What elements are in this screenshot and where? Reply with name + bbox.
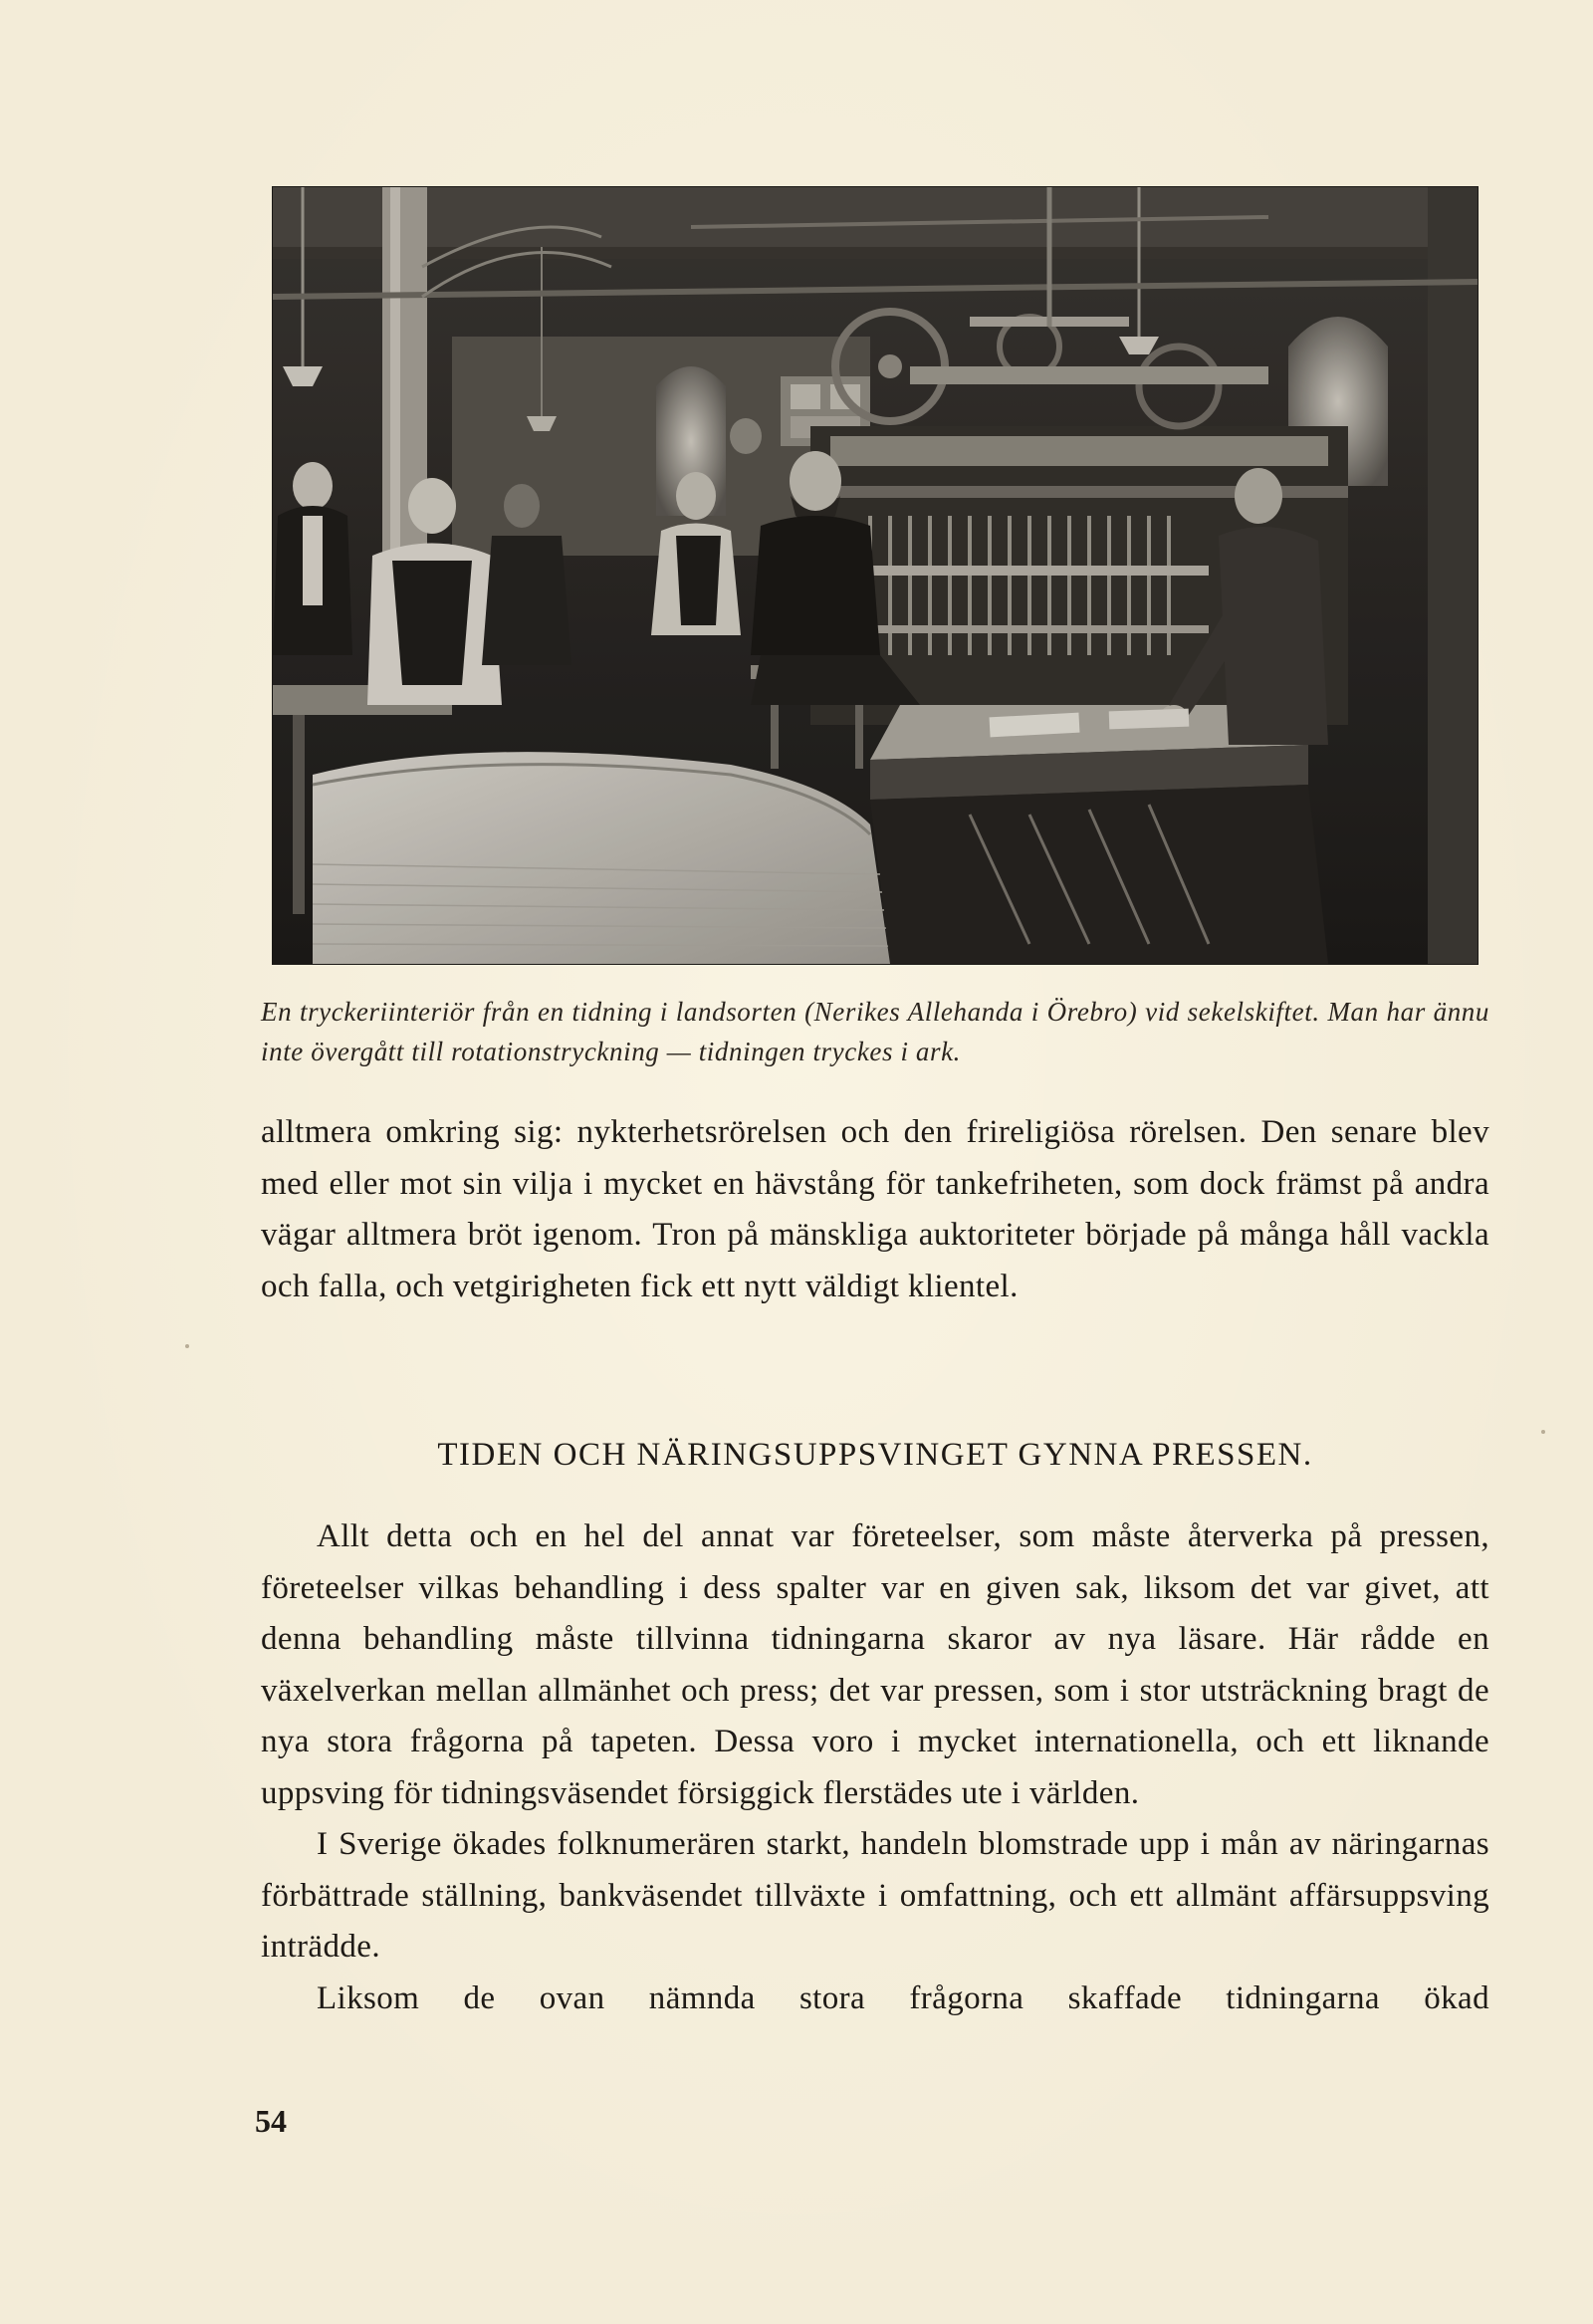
paper-speck (1541, 1430, 1545, 1434)
paragraph: Liksom de ovan nämnda stora frågorna skaffade tidningarna ökad (317, 1979, 1489, 2016)
paragraph: I Sverige ökades folknumerären starkt, handeln blomstrade upp i mån av näringarnas förbättrade ställning, bankväsendet tillväxte i omfattning, och ett allmänt affärsuppsving inträdde. (261, 1826, 1489, 1965)
paragraph: Allt detta och en hel del annat var företeelser, som måste återverka på pressen, företeelser vilkas behandling i dess spalter var en given sak, liksom det var givet, att denna behandling måste tillvinna tidningarna skaror av nya läsare. Här rådde en växelverkan mellan allmänhet och press; det var pressen, som i stor utsträckning bragt de nya stora frågorna på tapeten. Dessa voro i mycket internationella, och ett liknande uppsving för tidningsväsendet försiggick flerstädes ute i världen. (261, 1518, 1489, 1811)
photo-caption: En tryckeriinteriör från en tidning i landsorten (Nerikes Allehanda i Örebro) vid sekelskiftet. Man har ännu inte övergått till rotationstryckning — tidningen tryckes i ark. (261, 997, 1489, 1066)
paragraph-intro-text: alltmera omkring sig: nykterhetsrörelsen och den frireligiösa rörelsen. Den senare blev med eller mot sin vilja i mycket en hävstång för tankefriheten, som dock främst på andra vägar alltmera bröt igenom. Tron på mänskliga auktoriteter började på många håll vackla och falla, och vetgirigheten fick ett nytt väldigt klientel. (261, 1114, 1489, 1304)
page-number: 54 (255, 2103, 287, 2139)
section-heading: TIDEN OCH NÄRINGSUPPSVINGET GYNNA PRESSEN. (437, 1437, 1313, 1473)
section-body (261, 1511, 1489, 2024)
paper-speck (185, 1344, 189, 1348)
printing-press-photo (273, 187, 1478, 964)
intro-paragraph (261, 1107, 1489, 1312)
